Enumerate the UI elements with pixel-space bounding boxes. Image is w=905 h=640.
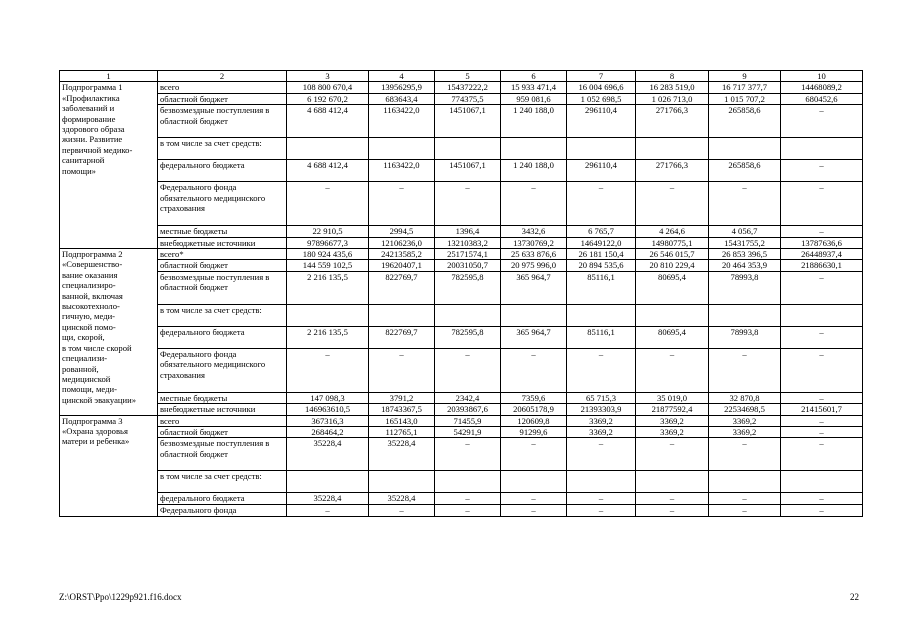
value-cell: – bbox=[636, 438, 709, 471]
source-label: Федерального фонда обязательного медицинского страхования bbox=[158, 182, 287, 226]
value-cell: 683643,4 bbox=[369, 93, 435, 104]
value-cell: 13956295,9 bbox=[369, 82, 435, 93]
table-row bbox=[60, 249, 863, 260]
value-cell: – bbox=[781, 105, 863, 138]
value-cell: – bbox=[781, 438, 863, 471]
value-cell: 35228,4 bbox=[369, 438, 435, 471]
value-cell: 265858,6 bbox=[709, 105, 781, 138]
value-cell bbox=[369, 304, 435, 326]
value-cell: 22534698,5 bbox=[709, 404, 781, 415]
value-cell: – bbox=[781, 493, 863, 504]
value-cell: – bbox=[567, 504, 636, 516]
value-cell: 4 688 412,4 bbox=[287, 105, 369, 138]
value-cell bbox=[435, 304, 501, 326]
value-cell: 24213585,2 bbox=[369, 249, 435, 260]
source-label: безвозмездные поступления в областной бюджет bbox=[158, 438, 287, 471]
value-cell: 14980775,1 bbox=[636, 237, 709, 248]
value-cell bbox=[567, 138, 636, 160]
value-cell: 120609,8 bbox=[501, 415, 567, 426]
value-cell: – bbox=[636, 493, 709, 504]
header-cell: 7 bbox=[567, 71, 636, 82]
value-cell: 20 894 535,6 bbox=[567, 260, 636, 271]
program-title: Подпрограмма 1 «Профилактика заболеваний и формирование здорового образа жизни. Развитие первичной медико- санитарной помощи» bbox=[60, 82, 158, 249]
value-cell: 271766,3 bbox=[636, 105, 709, 138]
value-cell: 26 853 396,5 bbox=[709, 249, 781, 260]
value-cell: – bbox=[781, 348, 863, 392]
value-cell: 2 216 135,5 bbox=[287, 326, 369, 348]
value-cell: 21415601,7 bbox=[781, 404, 863, 415]
value-cell bbox=[501, 471, 567, 493]
value-cell: 365 964,7 bbox=[501, 326, 567, 348]
value-cell bbox=[636, 471, 709, 493]
header-cell: 5 bbox=[435, 71, 501, 82]
value-cell bbox=[501, 304, 567, 326]
value-cell: 2342,4 bbox=[435, 392, 501, 403]
value-cell: 91299,6 bbox=[501, 427, 567, 438]
table-row bbox=[60, 326, 863, 348]
value-cell: 1451067,1 bbox=[435, 160, 501, 182]
value-cell: 15431755,2 bbox=[709, 237, 781, 248]
footer-page-number: 22 bbox=[850, 592, 859, 602]
value-cell: 959 081,6 bbox=[501, 93, 567, 104]
value-cell: 21877592,4 bbox=[636, 404, 709, 415]
value-cell: – bbox=[287, 348, 369, 392]
value-cell: 85116,1 bbox=[567, 271, 636, 304]
table-row bbox=[60, 493, 863, 504]
table-row bbox=[60, 237, 863, 248]
value-cell: – bbox=[709, 504, 781, 516]
value-cell bbox=[287, 138, 369, 160]
value-cell: 15437222,2 bbox=[435, 82, 501, 93]
value-cell: – bbox=[567, 348, 636, 392]
value-cell: 65 715,3 bbox=[567, 392, 636, 403]
source-label: в том числе за счет средств: bbox=[158, 138, 287, 160]
value-cell bbox=[709, 471, 781, 493]
source-label: безвозмездные поступления в областной бюджет bbox=[158, 105, 287, 138]
table-row bbox=[60, 471, 863, 493]
value-cell bbox=[709, 304, 781, 326]
value-cell: 16 717 377,7 bbox=[709, 82, 781, 93]
header-cell: 10 bbox=[781, 71, 863, 82]
value-cell: – bbox=[636, 182, 709, 226]
value-cell: 365 964,7 bbox=[501, 271, 567, 304]
value-cell: – bbox=[781, 271, 863, 304]
source-label: Федерального фонда bbox=[158, 504, 287, 516]
value-cell: 13210383,2 bbox=[435, 237, 501, 248]
source-label: областной бюджет bbox=[158, 427, 287, 438]
source-label: Федерального фонда обязательного медицинского страхования bbox=[158, 348, 287, 392]
value-cell: 20 810 229,4 bbox=[636, 260, 709, 271]
value-cell: 26 546 015,7 bbox=[636, 249, 709, 260]
table-row bbox=[60, 260, 863, 271]
table-row bbox=[60, 226, 863, 237]
value-cell: 180 924 435,6 bbox=[287, 249, 369, 260]
value-cell: – bbox=[781, 226, 863, 237]
table-row bbox=[60, 504, 863, 516]
value-cell: 20605178,9 bbox=[501, 404, 567, 415]
value-cell: 3369,2 bbox=[567, 427, 636, 438]
table-row bbox=[60, 415, 863, 426]
value-cell: – bbox=[287, 504, 369, 516]
value-cell bbox=[369, 138, 435, 160]
value-cell: – bbox=[501, 348, 567, 392]
header-cell: 6 bbox=[501, 71, 567, 82]
value-cell: 14468089,2 bbox=[781, 82, 863, 93]
value-cell: 21393303,9 bbox=[567, 404, 636, 415]
source-label: внебюджетные источники bbox=[158, 237, 287, 248]
value-cell: 26 181 150,4 bbox=[567, 249, 636, 260]
value-cell: 13730769,2 bbox=[501, 237, 567, 248]
value-cell: 782595,8 bbox=[435, 326, 501, 348]
value-cell bbox=[369, 471, 435, 493]
value-cell: 21886630,1 bbox=[781, 260, 863, 271]
source-label: областной бюджет bbox=[158, 93, 287, 104]
value-cell: 3369,2 bbox=[636, 427, 709, 438]
value-cell: 14649122,0 bbox=[567, 237, 636, 248]
value-cell: 78993,8 bbox=[709, 271, 781, 304]
value-cell: – bbox=[435, 493, 501, 504]
header-cell: 3 bbox=[287, 71, 369, 82]
header-cell: 9 bbox=[709, 71, 781, 82]
value-cell: 1163422,0 bbox=[369, 105, 435, 138]
value-cell: 3369,2 bbox=[709, 427, 781, 438]
value-cell: 1 026 713,0 bbox=[636, 93, 709, 104]
value-cell bbox=[287, 471, 369, 493]
value-cell: 16 283 519,0 bbox=[636, 82, 709, 93]
value-cell: – bbox=[709, 182, 781, 226]
value-cell: 25171574,1 bbox=[435, 249, 501, 260]
value-cell: – bbox=[501, 438, 567, 471]
value-cell: 3369,2 bbox=[709, 415, 781, 426]
value-cell: – bbox=[636, 348, 709, 392]
table-row bbox=[60, 182, 863, 226]
header-cell: 2 bbox=[158, 71, 287, 82]
value-cell: – bbox=[501, 182, 567, 226]
value-cell: – bbox=[501, 504, 567, 516]
value-cell: 782595,8 bbox=[435, 271, 501, 304]
value-cell: – bbox=[501, 493, 567, 504]
value-cell: 1 015 707,2 bbox=[709, 93, 781, 104]
value-cell bbox=[636, 304, 709, 326]
value-cell: – bbox=[781, 415, 863, 426]
value-cell: 3369,2 bbox=[567, 415, 636, 426]
value-cell: 15 933 471,4 bbox=[501, 82, 567, 93]
value-cell: 265858,6 bbox=[709, 160, 781, 182]
value-cell: 85116,1 bbox=[567, 326, 636, 348]
value-cell: – bbox=[567, 438, 636, 471]
value-cell bbox=[501, 138, 567, 160]
table-row bbox=[60, 160, 863, 182]
value-cell: 3791,2 bbox=[369, 392, 435, 403]
value-cell: 80695,4 bbox=[636, 271, 709, 304]
value-cell: – bbox=[781, 326, 863, 348]
value-cell bbox=[567, 471, 636, 493]
source-label: всего bbox=[158, 415, 287, 426]
header-cell: 1 bbox=[60, 71, 158, 82]
value-cell: 4 688 412,4 bbox=[287, 160, 369, 182]
value-cell: 4 264,6 bbox=[636, 226, 709, 237]
value-cell: 78993,8 bbox=[709, 326, 781, 348]
value-cell: 271766,3 bbox=[636, 160, 709, 182]
value-cell bbox=[781, 471, 863, 493]
value-cell: 3369,2 bbox=[636, 415, 709, 426]
source-label: в том числе за счет средств: bbox=[158, 471, 287, 493]
header-cell: 4 bbox=[369, 71, 435, 82]
value-cell: 1 240 188,0 bbox=[501, 105, 567, 138]
source-label: в том числе за счет средств: bbox=[158, 304, 287, 326]
value-cell: – bbox=[781, 392, 863, 403]
header-cell: 8 bbox=[636, 71, 709, 82]
program-title: Подпрограмма 2 «Совершенство- вание оказания специализиро- ванной, включая высокотехноло- гичную, меди- цинской помо- щи, скорой, в том числе скорой специализи- рованной, медицинской помощи, меди- цинской эвакуации» bbox=[60, 249, 158, 416]
value-cell: 20031050,7 bbox=[435, 260, 501, 271]
footer-file-path: Z:\ORST\Ppo\1229p921.f16.docx bbox=[59, 592, 182, 602]
value-cell: 165143,0 bbox=[369, 415, 435, 426]
value-cell: 4 056,7 bbox=[709, 226, 781, 237]
value-cell bbox=[636, 138, 709, 160]
table-row bbox=[60, 304, 863, 326]
value-cell: 822769,7 bbox=[369, 326, 435, 348]
value-cell: 71455,9 bbox=[435, 415, 501, 426]
source-label: безвозмездные поступления в областной бюджет bbox=[158, 271, 287, 304]
value-cell: 26448937,4 bbox=[781, 249, 863, 260]
value-cell: 1451067,1 bbox=[435, 105, 501, 138]
table-row bbox=[60, 82, 863, 93]
table-row bbox=[60, 427, 863, 438]
table-row bbox=[60, 93, 863, 104]
value-cell: 1 240 188,0 bbox=[501, 160, 567, 182]
value-cell: 12106236,0 bbox=[369, 237, 435, 248]
value-cell: 680452,6 bbox=[781, 93, 863, 104]
value-cell bbox=[435, 138, 501, 160]
value-cell: 7359,6 bbox=[501, 392, 567, 403]
value-cell: – bbox=[709, 438, 781, 471]
table-row bbox=[60, 105, 863, 138]
source-label: федерального бюджета bbox=[158, 160, 287, 182]
value-cell: 25 633 876,6 bbox=[501, 249, 567, 260]
value-cell: 35228,4 bbox=[287, 438, 369, 471]
value-cell: 80695,4 bbox=[636, 326, 709, 348]
value-cell: 20 975 996,0 bbox=[501, 260, 567, 271]
value-cell: 774375,5 bbox=[435, 93, 501, 104]
value-cell: 147 098,3 bbox=[287, 392, 369, 403]
value-cell: 18743367,5 bbox=[369, 404, 435, 415]
source-label: федерального бюджета bbox=[158, 326, 287, 348]
value-cell: 13787636,6 bbox=[781, 237, 863, 248]
table-row bbox=[60, 348, 863, 392]
value-cell: 1 052 698,5 bbox=[567, 93, 636, 104]
table-row bbox=[60, 271, 863, 304]
value-cell: 35 019,0 bbox=[636, 392, 709, 403]
value-cell bbox=[709, 138, 781, 160]
value-cell bbox=[287, 304, 369, 326]
value-cell: – bbox=[781, 160, 863, 182]
value-cell: – bbox=[709, 493, 781, 504]
value-cell: – bbox=[287, 182, 369, 226]
value-cell: 2994,5 bbox=[369, 226, 435, 237]
value-cell: 822769,7 bbox=[369, 271, 435, 304]
value-cell: 2 216 135,5 bbox=[287, 271, 369, 304]
value-cell: 20393867,6 bbox=[435, 404, 501, 415]
value-cell: – bbox=[435, 438, 501, 471]
value-cell: – bbox=[781, 504, 863, 516]
value-cell: – bbox=[709, 348, 781, 392]
value-cell: 112765,1 bbox=[369, 427, 435, 438]
value-cell: 35228,4 bbox=[369, 493, 435, 504]
value-cell: 296110,4 bbox=[567, 105, 636, 138]
budget-table bbox=[59, 70, 863, 517]
source-label: федерального бюджета bbox=[158, 493, 287, 504]
value-cell: 1163422,0 bbox=[369, 160, 435, 182]
source-label: всего* bbox=[158, 249, 287, 260]
program-title: Подпрограмма 3 «Охрана здоровья матери и ребенка» bbox=[60, 415, 158, 516]
value-cell: – bbox=[781, 427, 863, 438]
value-cell: 20 464 353,9 bbox=[709, 260, 781, 271]
value-cell: 3432,6 bbox=[501, 226, 567, 237]
value-cell: 296110,4 bbox=[567, 160, 636, 182]
value-cell: – bbox=[435, 182, 501, 226]
table-row bbox=[60, 392, 863, 403]
value-cell: – bbox=[636, 504, 709, 516]
value-cell bbox=[781, 138, 863, 160]
source-label: местные бюджеты bbox=[158, 226, 287, 237]
table-row bbox=[60, 404, 863, 415]
value-cell: 1396,4 bbox=[435, 226, 501, 237]
value-cell: – bbox=[781, 182, 863, 226]
value-cell: 146963610,5 bbox=[287, 404, 369, 415]
value-cell: – bbox=[435, 348, 501, 392]
table-row bbox=[60, 138, 863, 160]
source-label: областной бюджет bbox=[158, 260, 287, 271]
source-label: внебюджетные источники bbox=[158, 404, 287, 415]
value-cell: 19620407,1 bbox=[369, 260, 435, 271]
source-label: местные бюджеты bbox=[158, 392, 287, 403]
value-cell: 144 559 102,5 bbox=[287, 260, 369, 271]
table-row bbox=[60, 438, 863, 471]
value-cell: 97896677,3 bbox=[287, 237, 369, 248]
value-cell: 268464,2 bbox=[287, 427, 369, 438]
value-cell bbox=[435, 471, 501, 493]
value-cell: 54291,9 bbox=[435, 427, 501, 438]
value-cell: – bbox=[567, 182, 636, 226]
value-cell: 16 004 696,6 bbox=[567, 82, 636, 93]
value-cell: 108 800 670,4 bbox=[287, 82, 369, 93]
value-cell: – bbox=[435, 504, 501, 516]
value-cell: – bbox=[567, 493, 636, 504]
value-cell: 32 870,8 bbox=[709, 392, 781, 403]
value-cell bbox=[781, 304, 863, 326]
value-cell bbox=[567, 304, 636, 326]
value-cell: 35228,4 bbox=[287, 493, 369, 504]
value-cell: 367316,3 bbox=[287, 415, 369, 426]
source-label: всего bbox=[158, 82, 287, 93]
value-cell: 22 910,5 bbox=[287, 226, 369, 237]
value-cell: – bbox=[369, 504, 435, 516]
header-row bbox=[60, 71, 863, 82]
value-cell: 6 765,7 bbox=[567, 226, 636, 237]
value-cell: 6 192 670,2 bbox=[287, 93, 369, 104]
value-cell: – bbox=[369, 348, 435, 392]
value-cell: – bbox=[369, 182, 435, 226]
